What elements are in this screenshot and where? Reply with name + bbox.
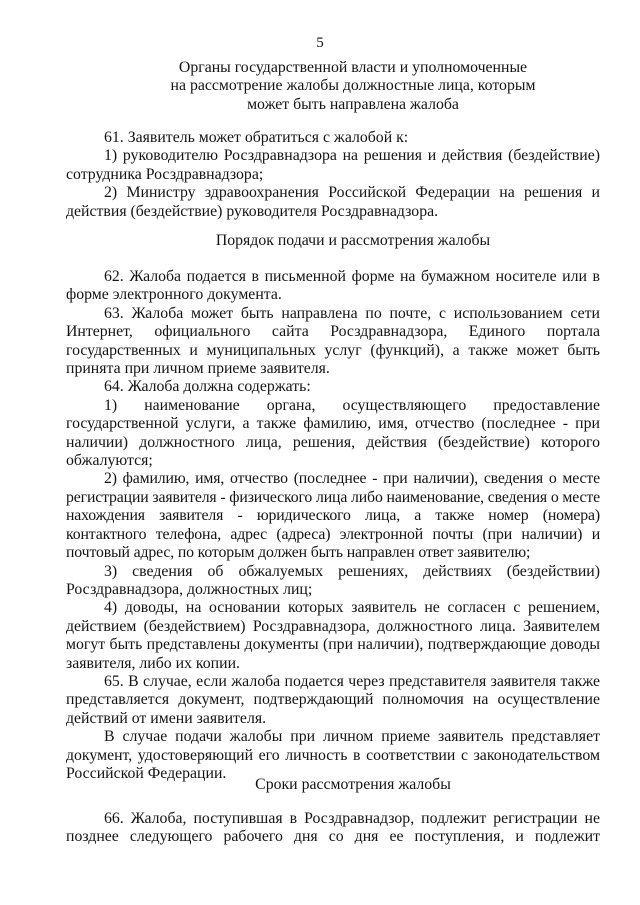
paragraph-65: 65. В случае, если жалоба подается через представителя заявителя также представляется документ, подтверждающий полномочия на осуществление действий от имени заявителя. [66,672,600,727]
heading-line: на рассмотрение жалобы должностные лица, которым [170,77,536,95]
paragraph-61-item-1: 1) руководителю Росздравнадзора на решения и действия (бездействие) сотрудника Росздравнадзора; [66,147,600,183]
paragraph-64-item-4: 4) доводы, на основании которых заявитель не согласен с решением, действием (бездействием) Росздравнадзора, должностного лица. Заявителем могут быть представлены документы (при наличии), подтверждающие доводы заявителя, либо их копии. [66,599,600,672]
paragraph-64-item-1: 1) наименование органа, осуществляющего предоставление государственной услуги, а также фамилию, имя, отчество (последнее - при наличии) должностного лица, решения, действия (бездействие) которого обжалуются; [66,396,600,470]
section-body-filing-procedure [66,268,600,783]
heading-line: Сроки рассмотрения жалобы [255,776,451,793]
section-body-review-deadlines [66,810,600,847]
paragraph-63: 63. Жалоба может быть направлена по почте, с использованием сети Интернет, официального сайта Росздравнадзора, Единого портала государственных и муниципальных услуг (функций), а также может быть принята при личном приеме заявителя. [66,304,600,378]
page-number: 5 [316,35,324,51]
heading-line: может быть направлена жалоба [247,95,459,113]
paragraph-61-item-2: 2) Министру здравоохранения Российской Федерации на решения и действия (бездействие) руководителя Росздравнадзора. [66,184,600,220]
heading-line: Органы государственной власти и уполномоченные [178,59,528,76]
paragraph-65-personal-reception: В случае подачи жалобы при личном приеме заявитель представляет документ, удостоверяющий его личность в соответствии с законодательством Российской Федерации. [66,728,600,782]
heading-line: Порядок подачи и рассмотрения жалобы [215,232,491,249]
paragraph-64-item-2: 2) фамилию, имя, отчество (последнее - при наличии), сведения о месте регистрации заявителя - физического лица либо наименование, сведения о месте нахождения заявителя - юридического лица, а также номер (номера) контактного телефона, адрес (адреса) электронной почты (при наличии) и почтовый адрес, по которым должен быть направлен ответ заявителю; [66,470,600,562]
paragraph-64: 64. Жалоба должна содержать: [104,378,311,396]
paragraph-62: 62. Жалоба подается в письменной форме на бумажном носителе или в форме электронного документа. [66,268,600,304]
section-heading-review-deadlines [66,776,640,794]
paragraph-66: 66. Жалоба, поступившая в Росздравнадзор, подлежит регистрации не позднее следующего рабочего дня со дня ее поступления, и подлежит [66,810,600,846]
section-heading-complaint-recipients [66,59,640,114]
paragraph-64-item-3: 3) сведения об обжалуемых решениях, действиях (бездействии) Росздравнадзора, должностных лиц; [66,562,600,598]
paragraph-61: 61. Заявитель может обратиться с жалобой к: [104,129,409,146]
section-heading-filing-procedure [66,232,640,250]
section-body-complaint-recipients [66,129,600,221]
